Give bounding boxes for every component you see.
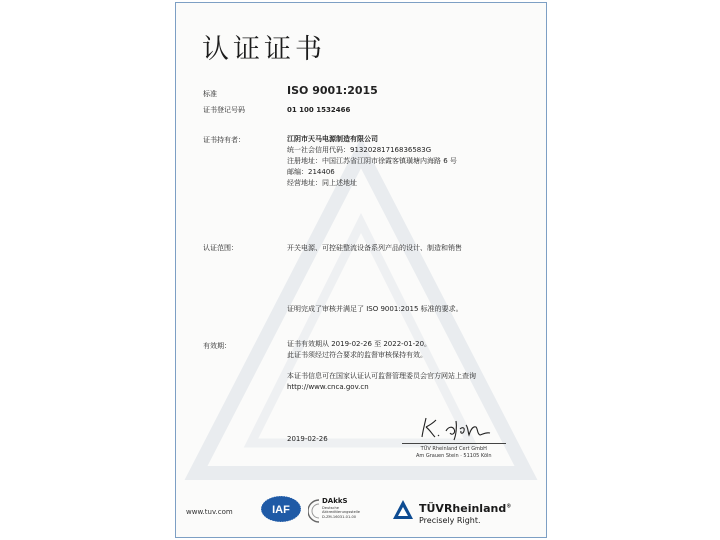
holder-credit-code: 统一社会信用代码：91320281716836583G (287, 146, 432, 154)
scope-value: 开关电源、可控硅整流设备系列产品的设计、制造和销售 (287, 244, 462, 252)
tuv-slogan: Precisely Right. (419, 516, 481, 525)
scope-label: 认证范围： (203, 244, 238, 252)
info-url: http://www.cnca.gov.cn (287, 383, 369, 391)
validity-period: 证书有效期从 2019-02-26 至 2022-01-20。 (287, 340, 432, 348)
tuv-brand-name (419, 502, 511, 515)
standard-label: 标准 (203, 90, 217, 98)
iaf-logo-text: IAF (272, 504, 290, 516)
holder-postcode: 邮编：214406 (287, 168, 335, 176)
validity-block (287, 339, 431, 361)
issuer-name: TÜV Rheinland Cert GmbH (420, 446, 487, 452)
issuer-address: Am Grauen Stein · 51105 Köln (416, 453, 492, 459)
tuv-brand-text: TÜVRheinland (419, 502, 507, 515)
info-block (287, 371, 476, 393)
holder-block (287, 134, 457, 189)
registration-label: 证书登记号码 (203, 106, 245, 114)
certificate-page (175, 2, 547, 538)
iaf-logo (260, 495, 302, 523)
dakks-subtitle (322, 506, 360, 519)
tuv-triangle-logo (392, 499, 414, 521)
holder-label: 证书持有者： (203, 136, 245, 144)
certificate-title: 认证证书 (202, 34, 326, 65)
compliance-statement: 证明完成了审核并满足了 ISO 9001:2015 标准的要求。 (287, 305, 463, 313)
issue-date: 2019-02-26 (287, 435, 328, 443)
footer-url: www.tuv.com (186, 508, 233, 516)
issuer-block (416, 446, 492, 460)
validity-label: 有效期： (203, 342, 231, 350)
holder-company-name: 江阴市天马电源制造有限公司 (287, 135, 378, 143)
dakks-name: DAkkS (322, 497, 348, 505)
standard-value: ISO 9001:2015 (287, 84, 378, 97)
holder-registered-address: 注册地址：中国江苏省江阴市徐霞客镇璜塘内海路 6 号 (287, 157, 457, 165)
signature-line (402, 443, 506, 444)
dakks-sub-line: Akkreditierungsstelle (322, 510, 361, 515)
holder-business-address: 经营地址：同上述地址 (287, 179, 357, 187)
dakks-sub-line: Deutsche (322, 506, 340, 510)
registration-number: 01 100 1532466 (287, 106, 351, 114)
registered-mark: ® (506, 503, 512, 510)
info-note: 本证书信息可在国家认证认可监督管理委员会官方网站上查询 (287, 372, 476, 380)
signature (416, 415, 496, 441)
validity-condition: 此证书须经过符合要求的监督审核保持有效。 (287, 351, 427, 359)
dakks-accreditation-number: D-ZM-16031-01-00 (322, 514, 357, 519)
